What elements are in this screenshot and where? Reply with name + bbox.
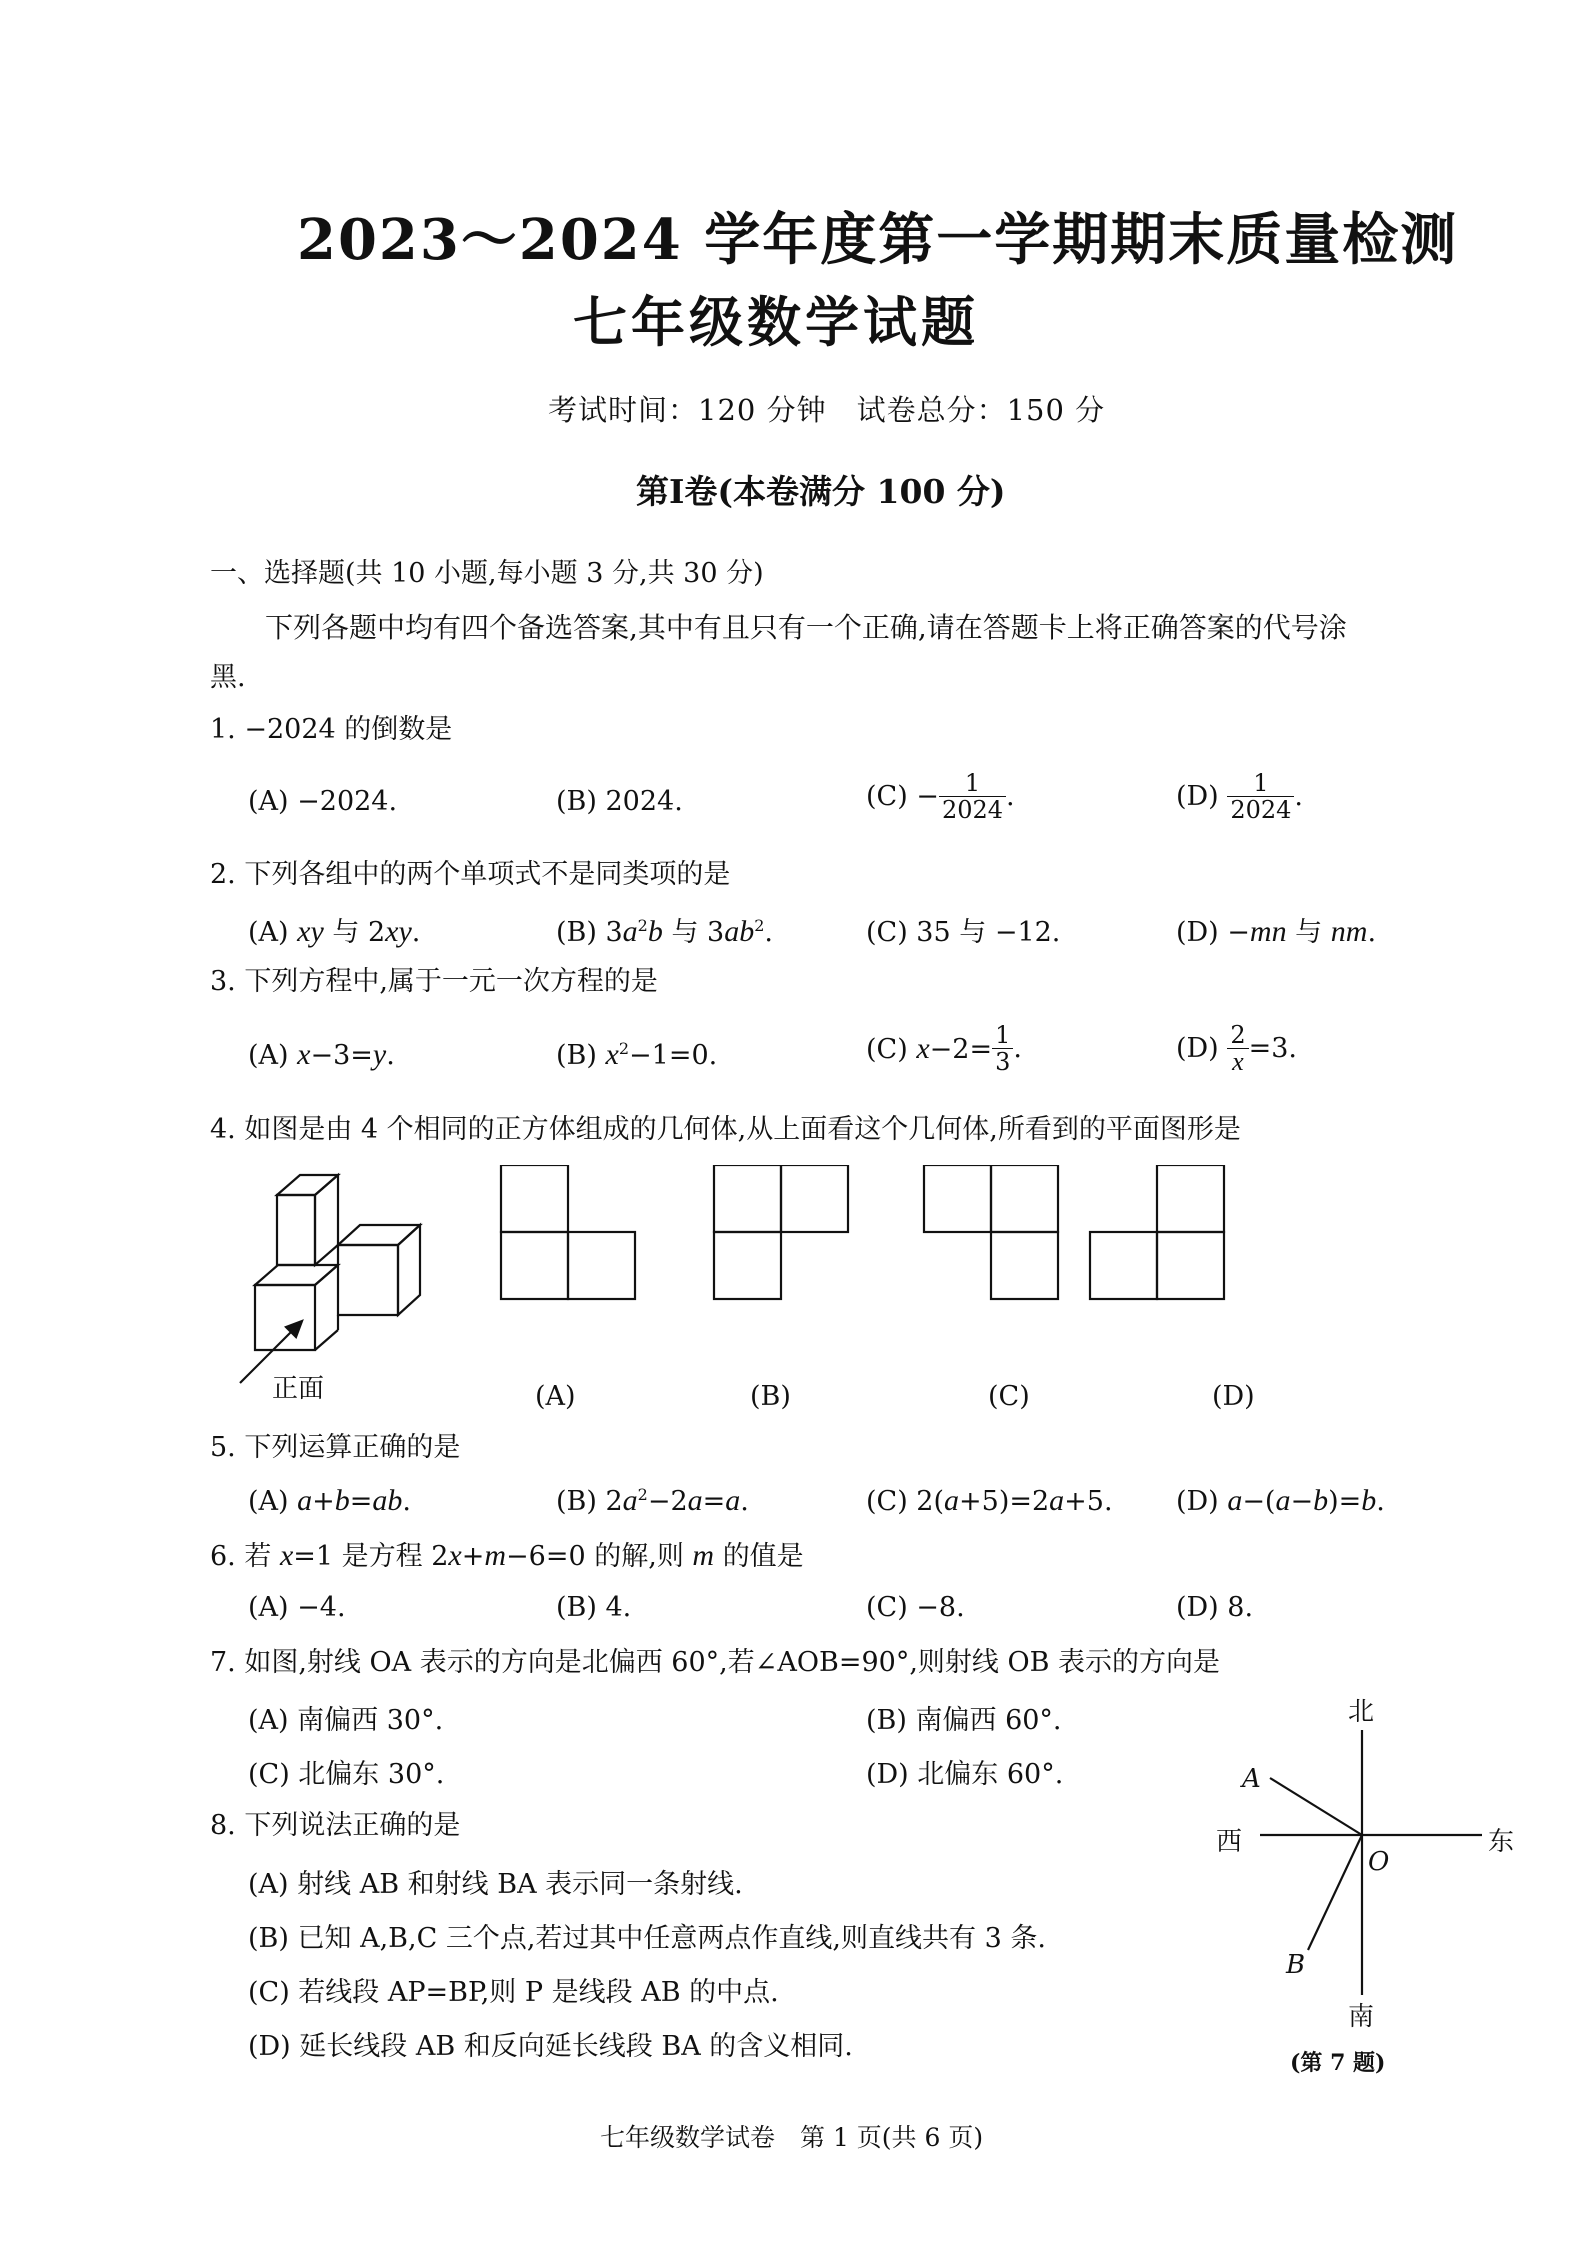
ray-ob <box>1308 1835 1362 1950</box>
q2-option-a: (A) xy 与 2xy. <box>248 915 421 948</box>
q1-option-a: (A) −2024. <box>248 786 398 817</box>
point-b-label: B <box>1286 1950 1306 1980</box>
q2-option-c: (C) 35 与 −12. <box>866 917 1061 948</box>
section-instruction-line1: 下列各题中均有四个备选答案,其中有且只有一个正确,请在答题卡上将正确答案的代号涂 <box>265 611 1347 644</box>
q3-option-a: (A) x−3=y. <box>248 1038 395 1071</box>
right-cube-front <box>338 1245 398 1315</box>
q7-option-b: (B) 南偏西 60°. <box>866 1705 1062 1736</box>
cube-solid-figure <box>240 1175 420 1383</box>
q8-option-d: (D) 延长线段 AB 和反向延长线段 BA 的含义相同. <box>248 2031 853 2062</box>
option-a-shape <box>501 1165 635 1299</box>
q3-option-c: (C) x−2= $\frac{1}{3}$ . <box>866 1021 1022 1076</box>
q5-option-a: (A) a+b=ab. <box>248 1484 411 1517</box>
section-heading: 一、选择题(共 10 小题,每小题 3 分,共 30 分) <box>210 558 764 589</box>
q6-stem: 6. 若 x=1 是方程 2x+m−6=0 的解,则 m 的值是 <box>210 1539 804 1572</box>
q5-option-d: (D) a−(a−b)=b. <box>1176 1484 1385 1517</box>
q8-option-c: (C) 若线段 AP=BP,则 P 是线段 AB 的中点. <box>248 1977 779 2008</box>
fraction: $\frac{2}{x}$ <box>1227 1022 1248 1075</box>
q5-stem: 5. 下列运算正确的是 <box>210 1432 461 1463</box>
q8-option-a: (A) 射线 AB 和射线 BA 表示同一条射线. <box>248 1869 743 1900</box>
fraction-numerator: 1 <box>1227 770 1294 797</box>
q2-option-b: (B) $3a^2b$ 与 $3ab^2$. <box>556 915 773 948</box>
fraction-denominator: 2024 <box>941 796 1004 824</box>
option-c-shape <box>924 1165 1058 1299</box>
compass-west-label: 西 <box>1216 1827 1243 1857</box>
option-d-shape <box>1090 1165 1224 1299</box>
fraction-numerator: 1 <box>939 770 1006 797</box>
q5-option-b: (B) $2a^2-2a=a$. <box>556 1484 749 1517</box>
q6-stem-mid2: 的解,则 <box>594 1541 684 1572</box>
q1-option-b: (B) 2024. <box>556 786 683 817</box>
q6-stem-mid1: 是方程 <box>341 1541 423 1572</box>
exam-info: 考试时间：120 分钟 试卷总分：150 分 <box>548 393 1106 427</box>
q7-option-a: (A) 南偏西 30°. <box>248 1705 444 1736</box>
point-o-label: O <box>1368 1847 1390 1877</box>
q8-stem: 8. 下列说法正确的是 <box>210 1810 461 1841</box>
q1-option-c-fraction <box>939 770 1006 823</box>
q4-label-a: (A) <box>535 1381 576 1412</box>
bottom-left-cube-front <box>255 1285 315 1350</box>
fraction-denominator: 2024 <box>1230 796 1292 824</box>
q4-label-c: (C) <box>988 1381 1030 1412</box>
q1-stem: 1. −2024 的倒数是 <box>210 714 453 745</box>
q3-stem: 3. 下列方程中,属于一元一次方程的是 <box>210 966 658 997</box>
top-cube-front <box>277 1195 315 1265</box>
compass-south-label: 南 <box>1348 2002 1375 2032</box>
q7-figure-caption: (第 7 题) <box>1290 2050 1386 2076</box>
q4-stem: 4. 如图是由 4 个相同的正方体组成的几何体,从上面看这个几何体,所看到的平面图形是 <box>210 1114 1241 1145</box>
q2-option-d: (D) −mn 与 nm. <box>1176 915 1377 948</box>
top-cube-side <box>315 1175 338 1265</box>
page-footer: 七年级数学试卷 第 1 页(共 6 页) <box>600 2123 984 2152</box>
exam-title: 2023～2024 学年度第一学期期末质量检测 <box>297 207 1459 273</box>
compass-north-label: 北 <box>1348 1697 1375 1727</box>
option-b-shape <box>714 1165 848 1299</box>
exam-subtitle: 七年级数学试题 <box>573 290 979 354</box>
q7-stem: 7. 如图,射线 OA 表示的方向是北偏西 60°,若∠AOB=90°,则射线 OB 表示的方向是 <box>210 1647 1221 1678</box>
q3-option-d: (D) $\frac{2}{x}$ =3. <box>1176 1021 1297 1076</box>
part-title: 第Ⅰ卷(本卷满分 100 分) <box>636 472 1006 511</box>
q1-option-d: (D) $\frac{1}{2024}$ . <box>1176 769 1303 824</box>
q2-stem: 2. 下列各组中的两个单项式不是同类项的是 <box>210 859 731 890</box>
q6-option-a: (A) −4. <box>248 1592 346 1623</box>
q6-stem-prefix: 6. 若 <box>210 1541 272 1572</box>
q6-option-b: (B) 4. <box>556 1592 632 1623</box>
q6-option-c: (C) −8. <box>866 1592 965 1623</box>
q1-option-c-prefix: (C) − <box>866 781 939 812</box>
section-instruction-line2: 黑. <box>210 662 246 693</box>
q3-option-b: (B) $x^2-1=0$. <box>556 1038 718 1071</box>
q5-option-c: (C) 2(a+5)=2a+5. <box>866 1484 1113 1517</box>
q1-option-d-fraction <box>1227 770 1294 823</box>
front-label: 正面 <box>272 1374 325 1404</box>
q4-label-d: (D) <box>1212 1381 1255 1412</box>
q7-option-c: (C) 北偏东 30°. <box>248 1759 445 1790</box>
q6-option-d: (D) 8. <box>1176 1592 1254 1623</box>
q6-stem-end: 的值是 <box>722 1541 804 1572</box>
q7-compass-figure <box>1200 1695 1540 2095</box>
q1-option-d-prefix: (D) <box>1176 781 1219 812</box>
fraction: $\frac{1}{3}$ <box>992 1022 1013 1075</box>
top-cube-top <box>277 1175 338 1195</box>
q4-figures <box>230 1165 1330 1425</box>
q8-option-b: (B) 已知 A,B,C 三个点,若过其中任意两点作直线,则直线共有 3 条. <box>248 1923 1046 1954</box>
compass-east-label: 东 <box>1488 1827 1515 1857</box>
point-a-label: A <box>1242 1764 1261 1794</box>
ray-oa <box>1270 1778 1362 1835</box>
right-cube-side <box>398 1225 420 1315</box>
q4-label-b: (B) <box>750 1381 791 1412</box>
q7-option-d: (D) 北偏东 60°. <box>866 1759 1064 1790</box>
q1-option-c: (C) − $\frac{1}{2024}$ . <box>866 769 1015 824</box>
